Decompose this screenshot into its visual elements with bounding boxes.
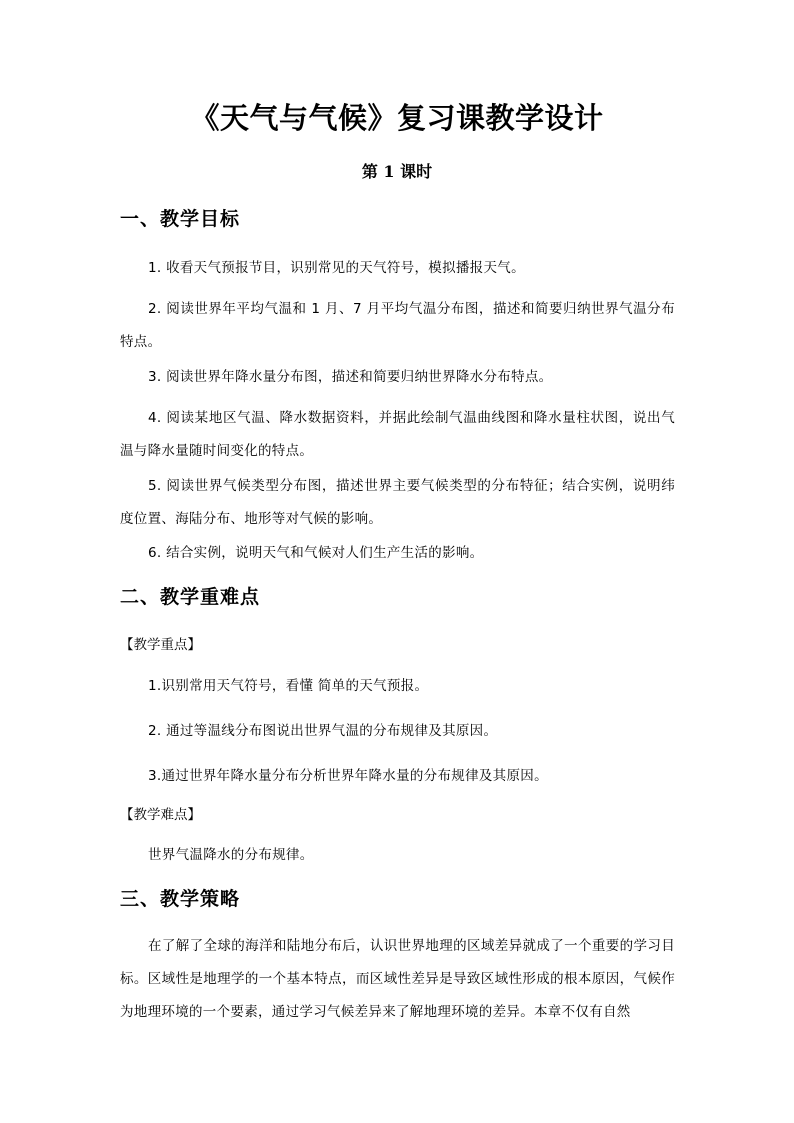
section-heading-key-points: 二、教学重难点 [120,586,261,608]
objective-item: 5. 阅读世界气候类型分布图，描述世界主要气候类型的分布特征；结合实例，说明纬度位置、海陆分布、地形等对气候的影响。 [120,478,675,527]
strategy-paragraph: 在了解了全球的海洋和陆地分布后，认识世界地理的区域差异就成了一个重要的学习目标。区域性是地理学的一个基本特点，而区域性差异是导致区域性形成的根本原因，气候作为地理环境的一个要素，通过学习气候差异来了解地理环境的差异。本章不仅有自然 [120,938,675,1020]
objective-item: 6. 结合实例，说明天气和气候对人们生产生活的影响。 [148,545,484,561]
section-heading-objectives: 一、教学目标 [120,208,241,230]
key-points-label: 【教学重点】 [120,637,201,653]
section-heading-strategy: 三、教学策略 [120,888,241,910]
key-point-item: 1.识别常用天气符号，看懂 简单的天气预报。 [148,678,429,694]
difficult-points-label: 【教学难点】 [120,807,201,823]
lesson-subtitle: 第 1 课时 [361,162,433,181]
objective-item: 3. 阅读世界年降水量分布图，描述和简要归纳世界降水分布特点。 [148,369,553,385]
objective-item: 1. 收看天气预报节目，识别常见的天气符号，模拟播报天气。 [148,260,525,276]
key-point-item: 3.通过世界年降水量分布分析世界年降水量的分布规律及其原因。 [148,768,548,784]
document-title: 《天气与气候》复习课教学设计 [190,101,604,135]
difficult-point-item: 世界气温降水的分布规律。 [148,847,314,863]
objective-item: 4. 阅读某地区气温、降水数据资料，并据此绘制气温曲线图和降水量柱状图，说出气温与降水量随时间变化的特点。 [120,410,675,459]
objective-item: 2. 阅读世界年平均气温和 1 月、7 月平均气温分布图，描述和简要归纳世界气温分布特点。 [120,301,675,350]
key-point-item: 2. 通过等温线分布图说出世界气温的分布规律及其原因。 [148,723,498,739]
